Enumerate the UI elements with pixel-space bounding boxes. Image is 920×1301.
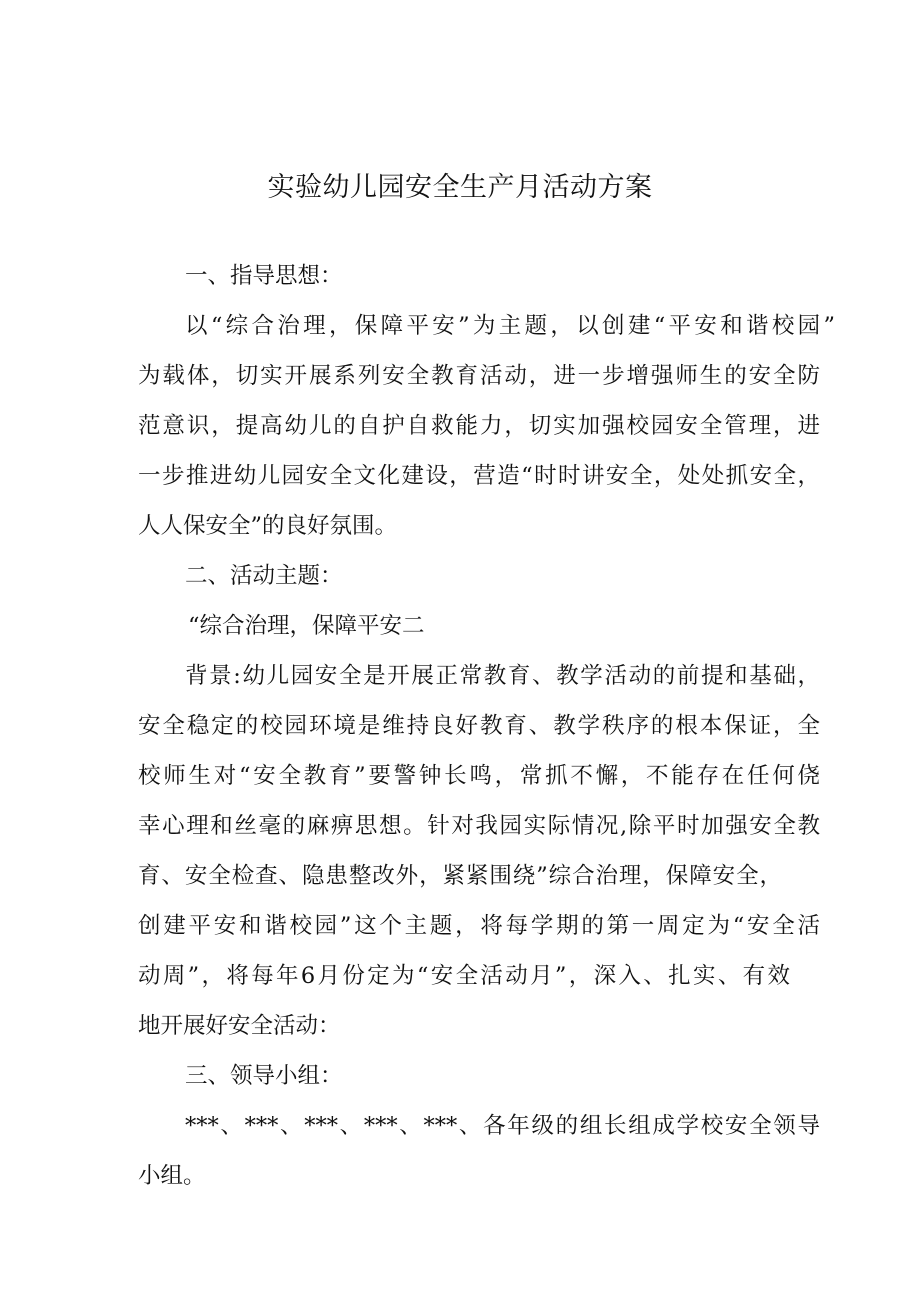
section-heading-guiding-ideology: 一、指导思想： bbox=[185, 263, 343, 289]
paragraph-line: ***、***、***、***、***、各年级的组长组成学校安全领导 bbox=[185, 1113, 820, 1139]
paragraph-line: 人人保安全”的良好氛围。 bbox=[138, 513, 398, 539]
paragraph-line: 一步推进幼儿园安全文化建设，营造“时时讲安全，处处抓安全， bbox=[138, 463, 820, 489]
activity-theme-text: “综合治理，保障平安二 bbox=[188, 613, 425, 639]
paragraph-line: 安全稳定的校园环境是维持良好教育、教学秩序的根本保证，全 bbox=[138, 713, 820, 739]
section-heading-leadership-group: 三、领导小组： bbox=[185, 1063, 343, 1089]
paragraph-line: 幸心理和丝毫的麻痹思想。针对我园实际情况,除平时加强安全教 bbox=[138, 813, 820, 839]
paragraph-line: 范意识，提高幼儿的自护自救能力，切实加强校园安全管理，进 bbox=[138, 413, 820, 439]
document-title: 实验幼儿园安全生产月活动方案 bbox=[267, 172, 653, 203]
paragraph-line: 小组。 bbox=[138, 1163, 206, 1189]
paragraph-line: 为载体，切实开展系列安全教育活动，进一步增强师生的安全防 bbox=[138, 363, 820, 389]
paragraph-line: 以“综合治理，保障平安”为主题，以创建“平安和谐校园” bbox=[185, 313, 835, 339]
paragraph-line: 地开展好安全活动： bbox=[138, 1013, 341, 1039]
paragraph-line: 创建平安和谐校园”这个主题，将每学期的第一周定为“安全活 bbox=[138, 913, 820, 939]
section-heading-activity-theme: 二、活动主题： bbox=[185, 563, 343, 589]
paragraph-line: 动周”，将每年6月份定为“安全活动月”，深入、扎实、有效 bbox=[138, 963, 790, 989]
paragraph-line: 背景:幼儿园安全是开展正常教育、教学活动的前提和基础， bbox=[185, 663, 820, 689]
paragraph-line: 校师生对“安全教育”要警钟长鸣，常抓不懈，不能存在任何侥 bbox=[138, 763, 820, 789]
paragraph-line: 育、安全检查、隐患整改外，紧紧围绕”综合治理，保障安全， bbox=[138, 863, 782, 889]
